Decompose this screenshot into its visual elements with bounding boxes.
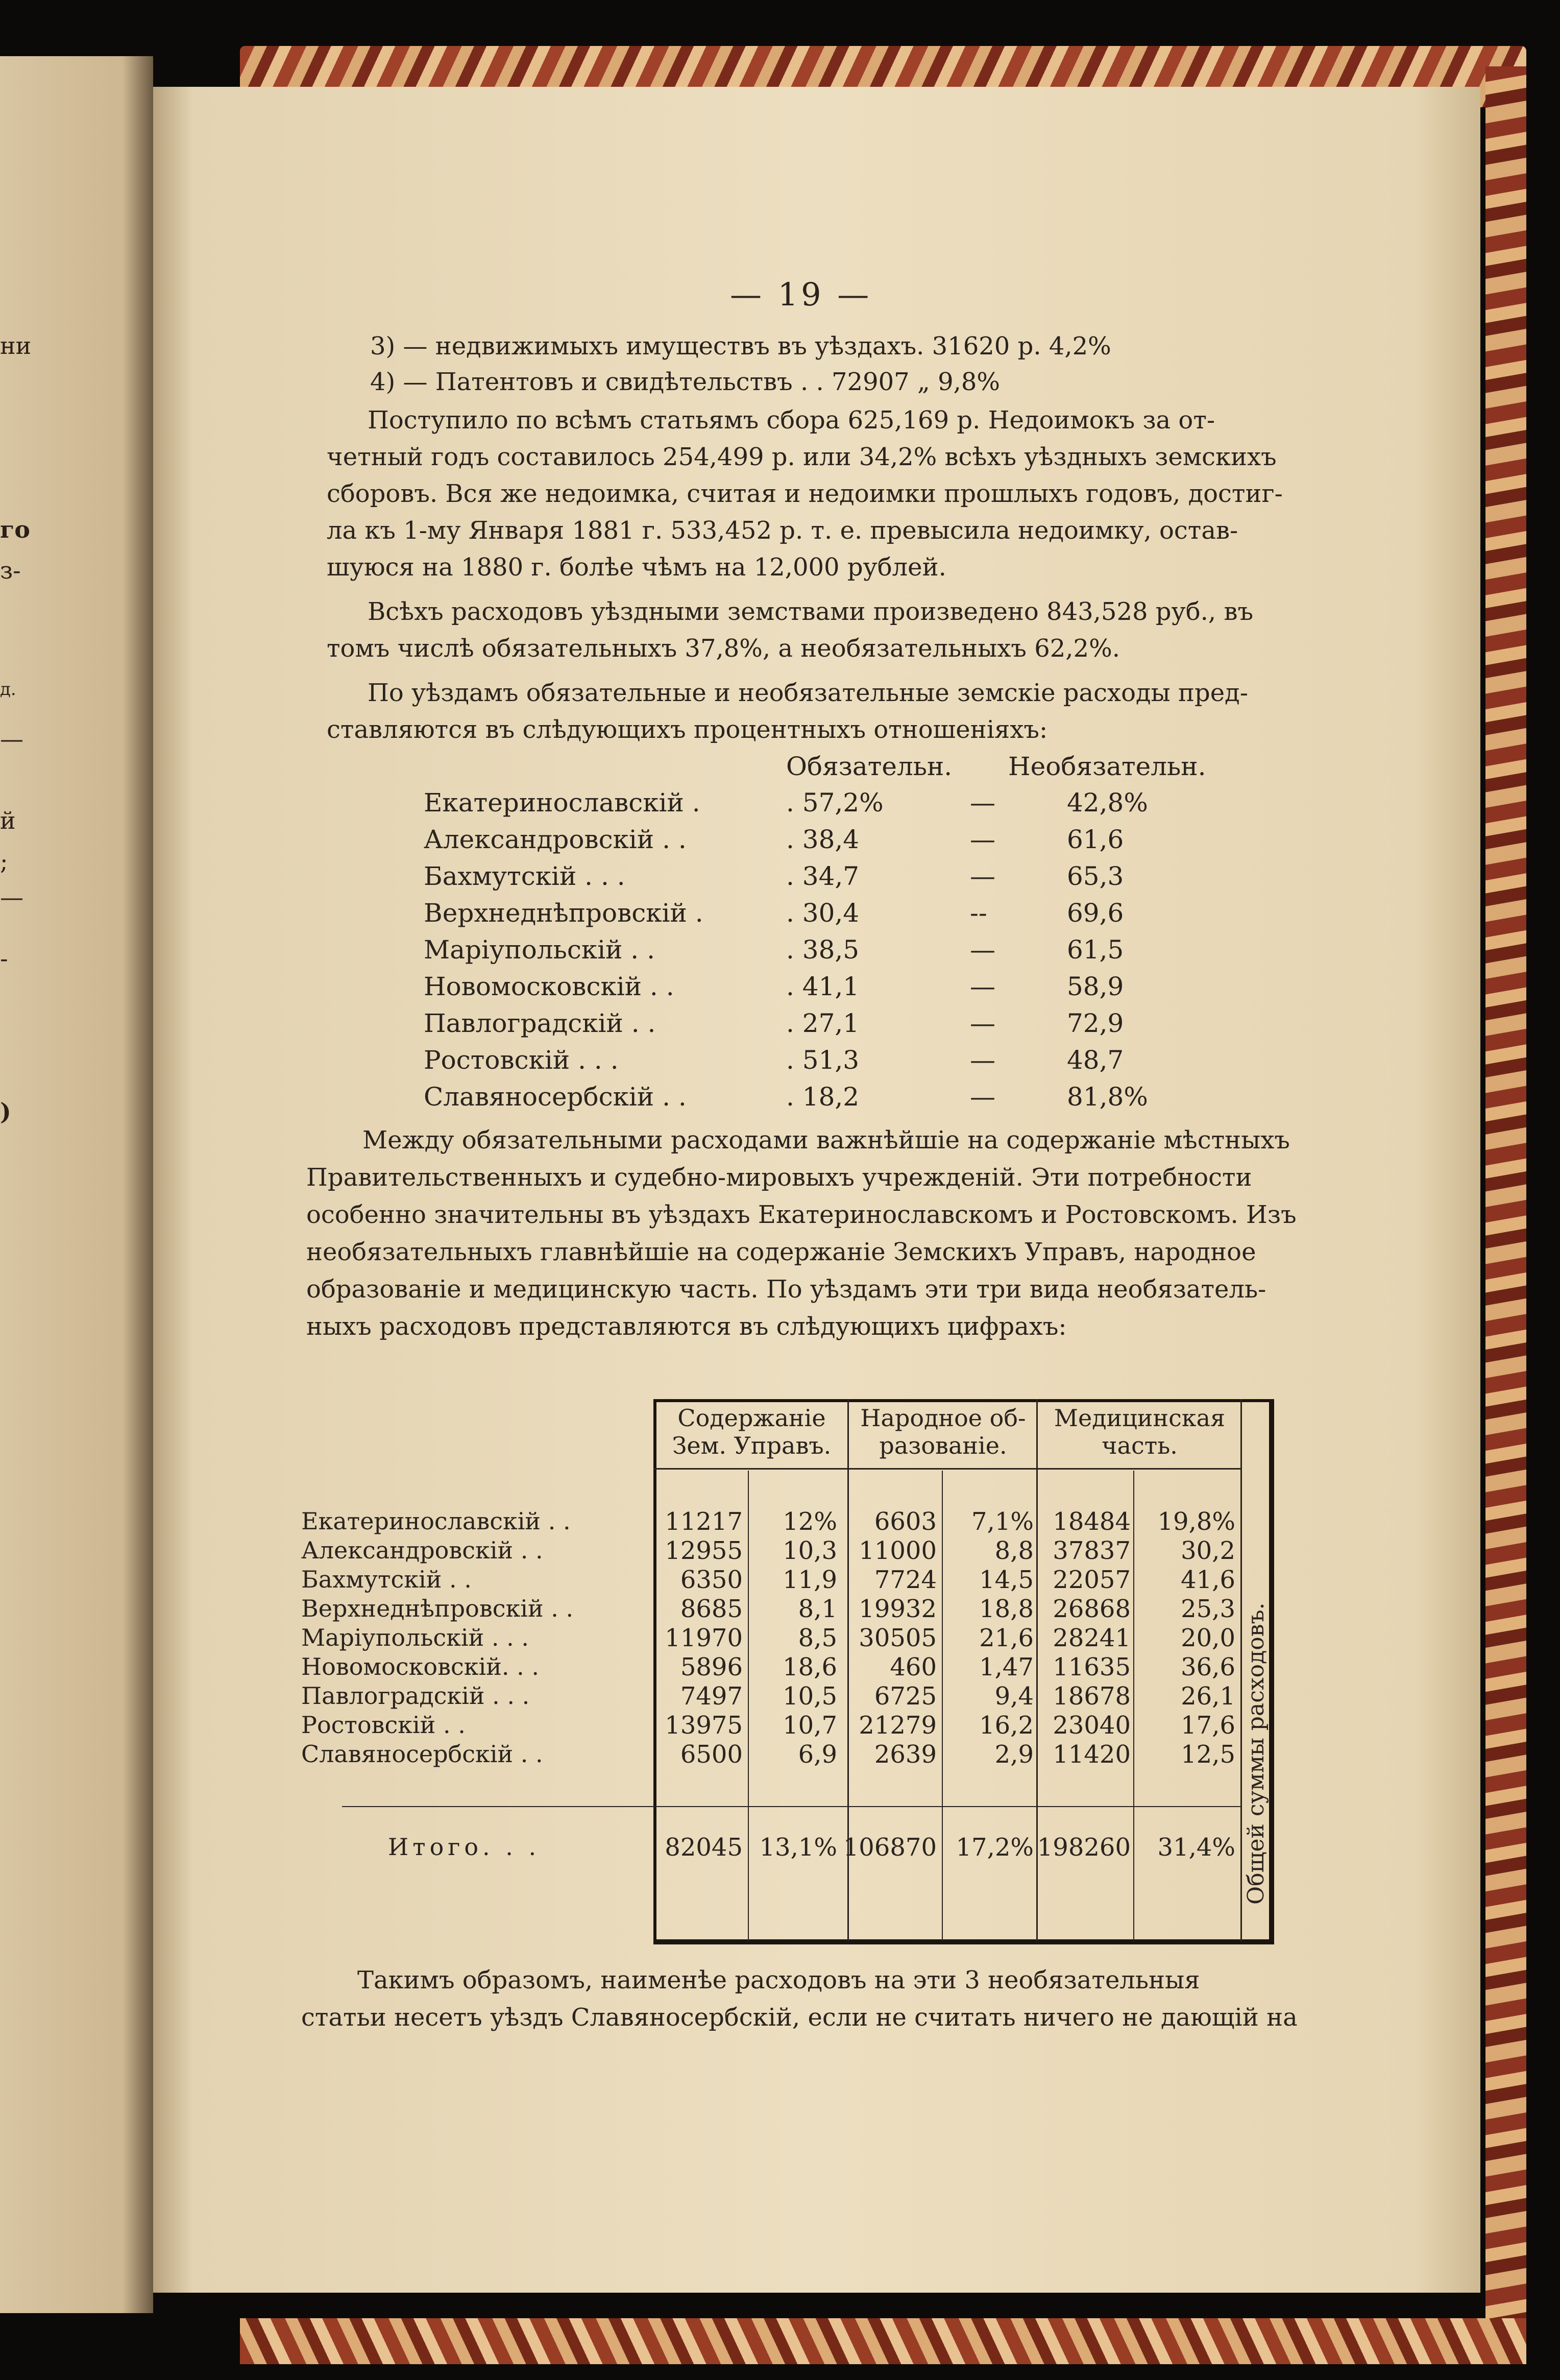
education-pct: 1,47 [979, 1653, 1034, 1681]
education-sum: 6603 [874, 1507, 937, 1536]
text-line: образованіе и медицинскую часть. По уѣздамъ эти три вида необязатель- [306, 1275, 1266, 1304]
medicine-sum: 11635 [1053, 1653, 1131, 1681]
document-page [153, 87, 1480, 2293]
table-header-upravy: Содержаніе Зем. Управъ. [672, 1404, 832, 1459]
text-line: 4) — Патентовъ и свидѣтельствъ . . 72907 „ 9,8% [370, 368, 1001, 396]
book-cover-bottom [240, 2318, 1526, 2364]
table-rule [1133, 1471, 1134, 1941]
education-pct: 8,8 [994, 1536, 1034, 1565]
optional-pct: 69,6 [1067, 898, 1124, 928]
text-line: необязательныхъ главнѣйшіе на содержаніе Земскихъ Управъ, народное [306, 1238, 1256, 1266]
optional-pct: 61,6 [1067, 825, 1124, 854]
table-row-district: Екатеринославскій . . [301, 1507, 571, 1535]
upravy-sum: 13975 [665, 1711, 743, 1740]
upravy-pct: 8,1 [798, 1595, 837, 1623]
obligatory-pct: . 38,4 [786, 825, 860, 854]
upravy-pct: 11,9 [783, 1566, 837, 1594]
upravy-sum: 5896 [680, 1653, 743, 1681]
table-row-district: Павлоградскій . . . [301, 1682, 530, 1710]
obligatory-pct: . 27,1 [786, 1008, 860, 1038]
medicine-pct: 17,6 [1181, 1711, 1235, 1740]
medicine-sum: 28241 [1053, 1624, 1131, 1652]
optional-pct: 65,3 [1067, 861, 1124, 891]
table-rule [748, 1471, 749, 1941]
text-line: статьи несетъ уѣздъ Славяносербскій, если не считать ничего не дающій на [301, 2003, 1298, 2032]
education-sum: 2639 [874, 1740, 937, 1769]
education-pct: 17,2% [956, 1833, 1034, 1862]
medicine-pct: 12,5 [1181, 1740, 1235, 1769]
education-sum: 7724 [874, 1566, 937, 1594]
education-pct: 9,4 [994, 1682, 1034, 1711]
dash: -- [970, 898, 987, 928]
district-name: Павлоградскій . . [424, 1008, 656, 1038]
dash: — [970, 825, 995, 854]
medicine-pct: 20,0 [1181, 1624, 1235, 1652]
table-row-total: Итого. . . [388, 1833, 541, 1861]
text-line: ла къ 1-му Января 1881 г. 533,452 р. т. е. превысила недоимку, остав- [327, 516, 1238, 545]
upravy-sum: 6500 [680, 1740, 743, 1769]
obligatory-pct: . 18,2 [786, 1082, 860, 1112]
table-row-district: Александровскій . . [301, 1536, 543, 1564]
upravy-sum: 12955 [665, 1536, 743, 1565]
education-pct: 21,6 [979, 1624, 1034, 1652]
upravy-sum: 7497 [680, 1682, 743, 1711]
text-line: По уѣздамъ обязательные и необязательные земскіе расходы пред- [368, 679, 1248, 707]
medicine-sum: 26868 [1053, 1595, 1131, 1623]
text-line: Такимъ образомъ, наименѣе расходовъ на эти 3 необязательныя [357, 1966, 1200, 1994]
text-line: 3) — недвижимыхъ имуществъ въ уѣздахъ. 31620 р. 4,2% [370, 332, 1111, 360]
table-rule [1240, 1399, 1242, 1941]
left-fragment: — [0, 725, 23, 753]
upravy-pct: 10,5 [783, 1682, 837, 1711]
previous-page [0, 56, 153, 2313]
medicine-sum: 23040 [1053, 1711, 1131, 1740]
table-row-district: Славяносербскій . . [301, 1740, 543, 1768]
obligatory-pct: . 34,7 [786, 861, 860, 891]
upravy-sum: 11970 [665, 1624, 743, 1652]
district-name: Славяносербскій . . [424, 1082, 687, 1112]
education-pct: 16,2 [979, 1711, 1034, 1740]
upravy-pct: 12% [783, 1507, 837, 1536]
left-fragment: з- [0, 557, 21, 584]
education-pct: 14,5 [979, 1566, 1034, 1594]
medicine-pct: 30,2 [1181, 1536, 1235, 1565]
table-row-district: Ростовскій . . [301, 1711, 466, 1739]
text-line: четный годъ составилось 254,499 р. или 34,2% всѣхъ уѣздныхъ земскихъ [327, 443, 1277, 471]
left-fragment: ни [0, 332, 32, 359]
medicine-pct: 36,6 [1181, 1653, 1235, 1681]
left-fragment: ) [0, 1098, 11, 1125]
upravy-pct: 13,1% [759, 1833, 837, 1862]
education-sum: 21279 [859, 1711, 937, 1740]
dash: — [970, 861, 995, 891]
left-fragment: й [0, 807, 16, 834]
medicine-sum: 22057 [1053, 1566, 1131, 1594]
medicine-sum: 18484 [1053, 1507, 1131, 1536]
text-line: Всѣхъ расходовъ уѣздными земствами произведено 843,528 руб., въ [368, 597, 1254, 626]
optional-pct: 58,9 [1067, 972, 1124, 1001]
obligatory-pct: . 38,5 [786, 935, 860, 965]
education-pct: 2,9 [994, 1740, 1034, 1769]
district-name: Александровскій . . [424, 825, 687, 854]
medicine-pct: 41,6 [1181, 1566, 1235, 1594]
table-rule [942, 1471, 943, 1941]
text-line: томъ числѣ обязательныхъ 37,8%, а необязательныхъ 62,2%. [327, 634, 1120, 663]
page-number: — 19 — [730, 276, 872, 313]
education-pct: 18,8 [979, 1595, 1034, 1623]
district-name: Бахмутскій . . . [424, 861, 625, 891]
obligatory-pct: . 41,1 [786, 972, 860, 1001]
upravy-sum: 82045 [665, 1833, 743, 1862]
dash: — [970, 972, 995, 1001]
dash: — [970, 1045, 995, 1075]
upravy-pct: 10,3 [783, 1536, 837, 1565]
upravy-sum: 6350 [680, 1566, 743, 1594]
medicine-sum: 37837 [1053, 1536, 1131, 1565]
dash: — [970, 935, 995, 965]
text-line: ныхъ расходовъ представляются въ слѣдующихъ цифрахъ: [306, 1312, 1067, 1341]
education-sum: 19932 [859, 1595, 937, 1623]
optional-pct: 61,5 [1067, 935, 1124, 965]
optional-pct: 48,7 [1067, 1045, 1124, 1075]
district-name: Верхнеднѣпровскій . [424, 898, 703, 928]
medicine-sum: 18678 [1053, 1682, 1131, 1711]
text-line: Поступило по всѣмъ статьямъ сбора 625,169 р. Недоимокъ за от- [368, 406, 1215, 435]
education-sum: 30505 [859, 1624, 937, 1652]
medicine-pct: 26,1 [1181, 1682, 1235, 1711]
obligatory-pct: . 30,4 [786, 898, 860, 928]
side-label: Общей суммы расходовъ. [1243, 1602, 1269, 1905]
text-line: сборовъ. Вся же недоимка, считая и недоимки прошлыхъ годовъ, достиг- [327, 479, 1283, 508]
dash: — [970, 1008, 995, 1038]
left-fragment: д. [0, 679, 16, 700]
optional-pct: 81,8% [1067, 1082, 1148, 1112]
upravy-sum: 11217 [665, 1507, 743, 1536]
medicine-pct: 25,3 [1181, 1595, 1235, 1623]
column-header: Обязательн. [786, 752, 953, 781]
education-sum: 460 [890, 1653, 937, 1681]
left-fragment: го [0, 516, 30, 543]
dash: — [970, 1082, 995, 1112]
left-fragment: — [0, 883, 23, 911]
medicine-pct: 19,8% [1157, 1507, 1235, 1536]
table-rule [653, 1468, 1240, 1470]
text-line: ставляются въ слѣдующихъ процентныхъ отношеніяхъ: [327, 715, 1048, 744]
left-fragment: ; [0, 848, 8, 875]
table-row-district: Маріупольскій . . . [301, 1624, 529, 1651]
education-sum: 106870 [843, 1833, 937, 1862]
table-header-medicine: Медицинская часть. [1054, 1404, 1226, 1459]
obligatory-pct: . 51,3 [786, 1045, 860, 1075]
text-line: особенно значительны въ уѣздахъ Екатеринославскомъ и Ростовскомъ. Изъ [306, 1200, 1297, 1229]
text-line: шуюся на 1880 г. болѣе чѣмъ на 12,000 рублей. [327, 553, 946, 582]
dash: — [970, 788, 995, 818]
text-line: Между обязательными расходами важнѣйшіе на содержаніе мѣстныхъ [362, 1126, 1290, 1155]
obligatory-pct: . 57,2% [786, 788, 884, 818]
district-name: Новомосковскій . . [424, 972, 674, 1001]
book-cover-right [1485, 66, 1526, 2334]
district-name: Ростовскій . . . [424, 1045, 619, 1075]
upravy-pct: 18,6 [783, 1653, 837, 1681]
education-sum: 11000 [859, 1536, 937, 1565]
left-fragment: - [0, 945, 8, 972]
medicine-sum: 11420 [1053, 1740, 1131, 1769]
column-header: Необязательн. [1008, 752, 1206, 781]
medicine-sum: 198260 [1037, 1833, 1131, 1862]
table-header-education: Народное об- разованіе. [860, 1404, 1026, 1459]
upravy-pct: 6,9 [798, 1740, 837, 1769]
text-line: Правительственныхъ и судебно-мировыхъ учрежденій. Эти потребности [306, 1163, 1252, 1192]
district-name: Маріупольскій . . [424, 935, 655, 965]
education-pct: 7,1% [971, 1507, 1034, 1536]
optional-pct: 72,9 [1067, 1008, 1124, 1038]
table-row-district: Бахмутскій . . [301, 1566, 472, 1593]
upravy-sum: 8685 [680, 1595, 743, 1623]
table-row-district: Новомосковскій. . . [301, 1653, 539, 1680]
optional-pct: 42,8% [1067, 788, 1148, 818]
education-sum: 6725 [874, 1682, 937, 1711]
table-row-district: Верхнеднѣпровскій . . [301, 1595, 574, 1622]
upravy-pct: 10,7 [783, 1711, 837, 1740]
table-rule [342, 1806, 1240, 1807]
district-name: Екатеринославскій . [424, 788, 700, 818]
medicine-pct: 31,4% [1157, 1833, 1235, 1862]
upravy-pct: 8,5 [798, 1624, 837, 1652]
